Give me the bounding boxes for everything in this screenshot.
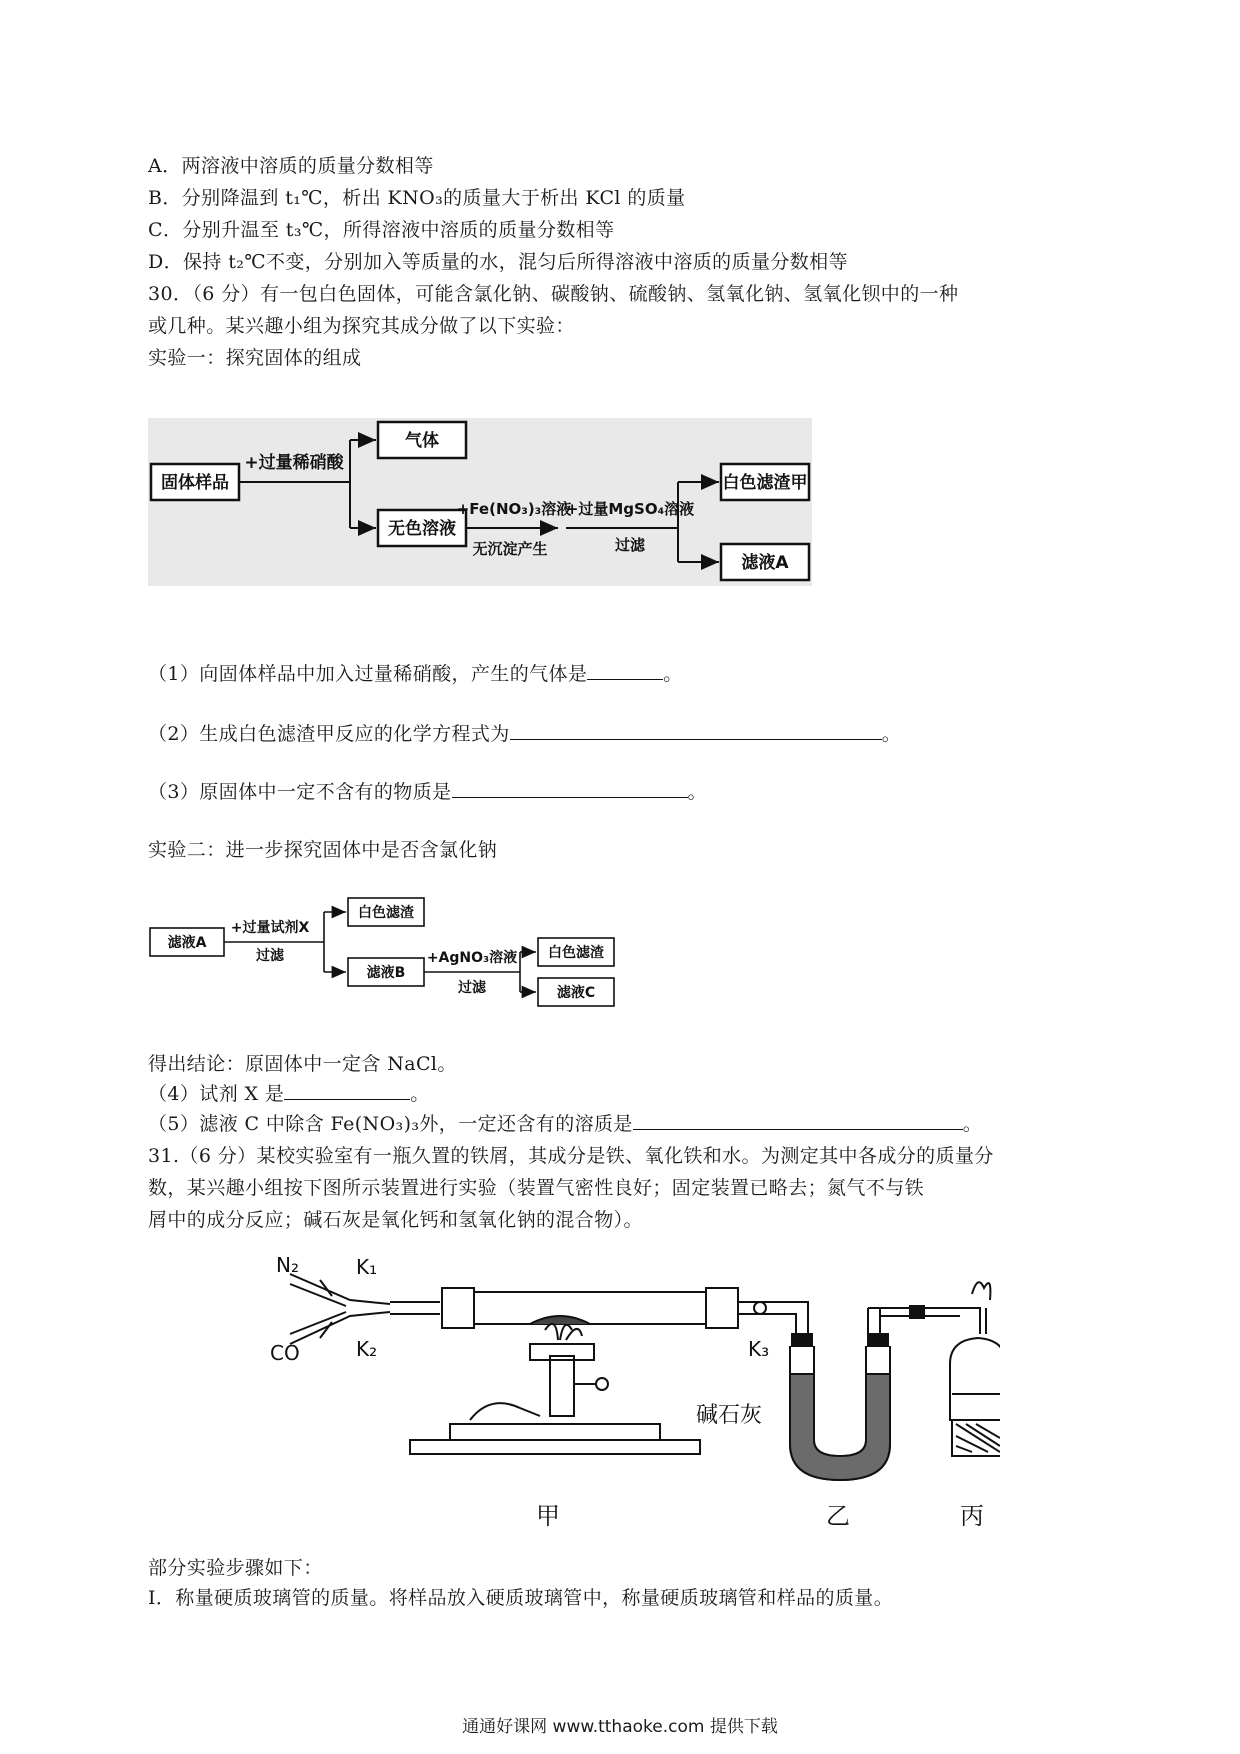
q30-sub1-period: 。 (663, 663, 683, 685)
flow2-white-residue2-box: 白色滤渣 (548, 945, 604, 961)
flow2-white-residue1-box: 白色滤渣 (358, 905, 414, 921)
page-footer: 通通好课网 www.tthaoke.com 提供下载 (462, 1717, 778, 1737)
experiment2-flowchart (148, 896, 628, 1012)
q30-stem-line1: 30．（6 分）有一包白色固体，可能含氯化钠、碳酸钠、硫酸钠、氢氧化钠、氢氧化钡中的一种 (148, 283, 959, 305)
flow1-filter-label: 过滤 (614, 536, 646, 554)
q30-sub4-period: 。 (410, 1083, 430, 1105)
flow1-white-residue-box: 白色滤渣甲 (722, 473, 808, 493)
apparatus-jia-label: 甲 (536, 1502, 560, 1530)
q31-step-1: Ⅰ．称量硬质玻璃管的质量。将样品放入硬质玻璃管中，称量硬质玻璃管和样品的质量。 (148, 1587, 894, 1609)
q31-stem-line3: 屑中的成分反应；碱石灰是氧化钙和氢氧化钠的混合物）。 (148, 1209, 643, 1231)
flow2-add-x-label: +过量试剂X (230, 920, 310, 936)
k3-label: K₃ (748, 1337, 770, 1361)
apparatus-diagram (260, 1244, 1000, 1544)
q30-sub1 (148, 660, 683, 688)
answer-blank-2[interactable] (510, 721, 882, 740)
flow1-add-mg-label: +过量MgSO₄溶液 (565, 500, 695, 518)
q30-sub5 (148, 1110, 982, 1138)
flow1-gas-box: 气体 (405, 431, 439, 451)
q30-sub1-text: （1）向固体样品中加入过量稀硝酸，产生的气体是 (148, 663, 588, 685)
q31-stem-line2: 数，某兴趣小组按下图所示装置进行实验（装置气密性良好；固定装置已略去；氮气不与铁 (148, 1177, 925, 1199)
apparatus-yi-label: 乙 (826, 1502, 850, 1530)
q31-steps-title: 部分实验步骤如下： (148, 1557, 323, 1579)
q30-conclusion: 得出结论：原固体中一定含 NaCl。 (148, 1053, 457, 1075)
answer-blank-1[interactable] (587, 661, 663, 680)
flow2-filtrate-a-box: 滤液A (167, 935, 207, 951)
flow1-add-fe-label: +Fe(NO₃)₃溶液 (456, 500, 572, 518)
q31-stem-line1: 31.（6 分）某校实验室有一瓶久置的铁屑，其成分是铁、氧化铁和水。为测定其中各成分的质量分 (148, 1145, 994, 1167)
n2-label: N₂ (276, 1253, 299, 1277)
co-label: CO (270, 1341, 300, 1365)
flow1-add-acid-label: +过量稀硝酸 (244, 453, 344, 473)
q29-option-d: D．保持 t₂℃不变，分别加入等质量的水，混匀后所得溶液中溶质的质量分数相等 (148, 251, 848, 273)
q30-sub5-period: 。 (962, 1113, 983, 1135)
q30-sub3 (148, 778, 707, 806)
experiment2-title: 实验二：进一步探究固体中是否含氯化钠 (148, 839, 498, 861)
q30-sub3-text: （3）原固体中一定不含有的物质是 (148, 781, 452, 803)
flow2-filtrate-b-box: 滤液B (366, 965, 406, 981)
flow1-no-precipitate-label: 无沉淀产生 (472, 540, 548, 558)
q30-sub5-text: （5）滤液 C 中除含 Fe(NO₃)₃外，一定还含有的溶质是 (148, 1113, 633, 1135)
apparatus-bing-label: 丙 (960, 1502, 984, 1530)
experiment1-title: 实验一：探究固体的组成 (148, 347, 362, 369)
flow1-sample-box: 固体样品 (161, 473, 229, 493)
k1-label: K₁ (356, 1255, 378, 1279)
q29-option-a: A．两溶液中溶质的质量分数相等 (148, 155, 434, 177)
q30-sub4-text: （4）试剂 X 是 (148, 1083, 285, 1105)
flow2-add-ag-label: +AgNO₃溶液 (426, 950, 518, 966)
q30-sub2-text: （2）生成白色滤渣甲反应的化学方程式为 (148, 723, 510, 745)
flow2-filter1-label: 过滤 (256, 948, 284, 964)
experiment1-flowchart (148, 418, 812, 586)
flow1-filtrate-a-box: 滤液A (741, 553, 789, 573)
q30-sub2 (148, 720, 901, 748)
q30-sub2-period: 。 (881, 723, 902, 745)
answer-blank-3[interactable] (452, 779, 688, 798)
k2-label: K₂ (356, 1337, 378, 1361)
q30-sub3-period: 。 (687, 781, 707, 803)
flow1-colorless-solution-box: 无色溶液 (388, 519, 456, 539)
flow2-filtrate-c-box: 滤液C (556, 985, 596, 1001)
answer-blank-4[interactable] (284, 1081, 410, 1100)
q29-option-b: B．分别降温到 t₁℃，析出 KNO₃的质量大于析出 KCl 的质量 (148, 187, 686, 209)
flow2-filter2-label: 过滤 (458, 980, 486, 996)
q30-sub4 (148, 1080, 430, 1108)
q30-stem-line2: 或几种。某兴趣小组为探究其成分做了以下实验： (148, 315, 575, 337)
answer-blank-5[interactable] (633, 1111, 963, 1130)
soda-lime-label: 碱石灰 (696, 1403, 763, 1428)
q29-option-c: C．分别升温至 t₃℃，所得溶液中溶质的质量分数相等 (148, 219, 615, 241)
